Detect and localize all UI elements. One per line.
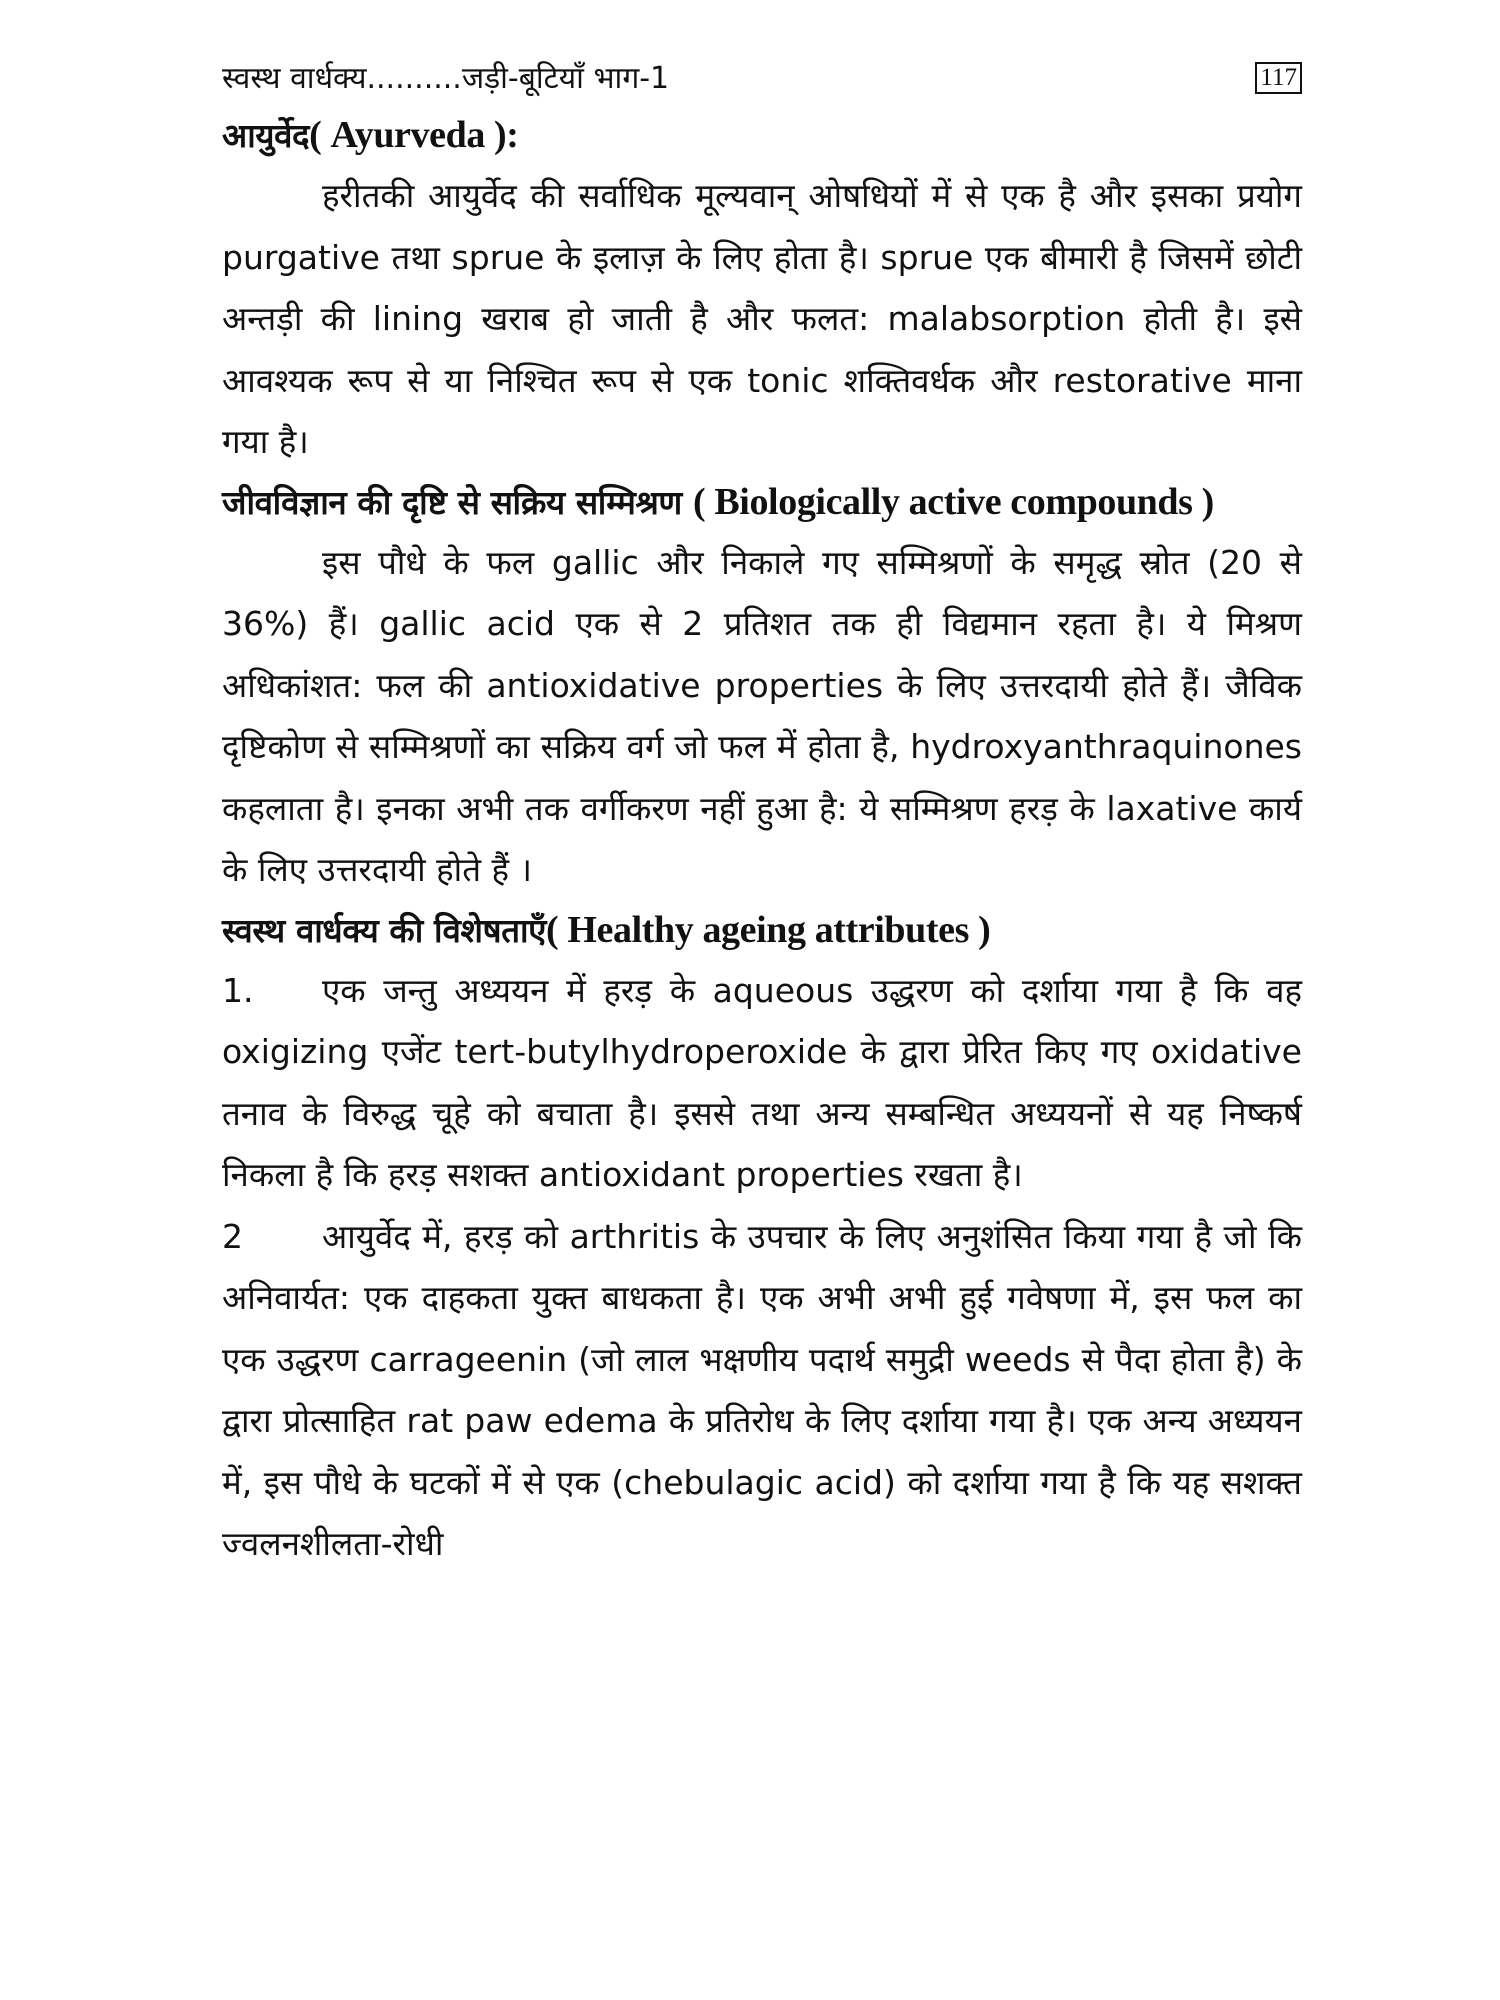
heading-english: ( Healthy ageing attributes ) xyxy=(546,908,991,951)
list-item-text: आयुर्वेद में, हरड़ को arthritis के उपचार के लिए अनुशंसित किया गया है जो कि अनिवार्यत: एक दाहकता युक्त बाधकता है। एक अभी अभी हुई गवेषणा में, इस फल का एक उद्धरण carrageenin (जो लाल भक्षणीय पदार्थ समुद्री weeds से पैदा होता है) के द्वारा प्रोत्साहित rat paw edema के प्रतिरोध के लिए दर्शाया गया है। एक अन्य अध्ययन में, इस पौधे के घटकों में से एक (chebulagic acid) को दर्शाया गया है कि यह सशक्त ज्वलनशीलता-रोधी xyxy=(222,1216,1302,1563)
list-item-number: 1. xyxy=(222,970,254,1010)
list-item-number: 2 xyxy=(222,1216,243,1256)
heading-english: ( Biologically active compounds ) xyxy=(693,480,1214,523)
running-title: स्वस्थ वार्धक्य..........जड़ी-बूटियाँ भाग-1 xyxy=(222,61,670,96)
list-item xyxy=(222,1206,1302,1575)
heading-hindi: स्वस्थ वार्धक्य की विशेषताएँ xyxy=(222,910,547,950)
list-item xyxy=(222,960,1302,1206)
section-heading-attributes xyxy=(222,901,1302,960)
heading-english: ( Ayurveda ): xyxy=(309,114,519,156)
section-heading-ayurveda xyxy=(222,106,1302,165)
book-page xyxy=(222,52,1302,1575)
paragraph-compounds: इस पौधे के फल gallic और निकाले गए सम्मिश्रणों के समृद्ध स्रोत (20 से 36%) हैं। gallic acid एक से 2 प्रतिशत तक ही विद्यमान रहता है। ये मिश्रण अधिकांशत: फल की antioxidative properties के लिए उत्तरदायी होते हैं। जैविक दृष्टिकोण से सम्मिश्रणों का सक्रिय वर्ग जो फल में होता है, hydroxyanthraquinones कहलाता है। इनका अभी तक वर्गीकरण नहीं हुआ है: ये सम्मिश्रण हरड़ के laxative कार्य के लिए उत्तरदायी होते हैं । xyxy=(222,542,1302,889)
heading-hindi: जीवविज्ञान की दृष्टि से सक्रिय सम्मिश्रण xyxy=(222,482,682,522)
running-header xyxy=(222,52,1302,106)
heading-hindi: आयुर्वेद xyxy=(222,116,310,155)
section-heading-compounds xyxy=(222,473,1302,532)
list-item-text: एक जन्तु अध्ययन में हरड़ के aqueous उद्धरण को दर्शाया गया है कि वह oxigizing एजेंट tert-butylhydroperoxide के द्वारा प्रेरित किए गए oxidative तनाव के विरुद्ध चूहे को बचाता है। इससे तथा अन्य सम्बन्धित अध्ययनों से यह निष्कर्ष निकला है कि हरड़ सशक्त antioxidant properties रखता है। xyxy=(222,970,1302,1194)
page-number: 117 xyxy=(1255,62,1302,94)
paragraph-ayurveda: हरीतकी आयुर्वेद की सर्वाधिक मूल्यवान् ओषधियों में से एक है और इसका प्रयोग purgative तथा sprue के इलाज़ के लिए होता है। sprue एक बीमारी है जिसमें छोटी अन्तड़ी की lining खराब हो जाती है और फलत: malabsorption होती है। इसे आवश्यक रूप से या निश्चित रूप से एक tonic शक्तिवर्धक और restorative माना गया है। xyxy=(222,176,1302,461)
